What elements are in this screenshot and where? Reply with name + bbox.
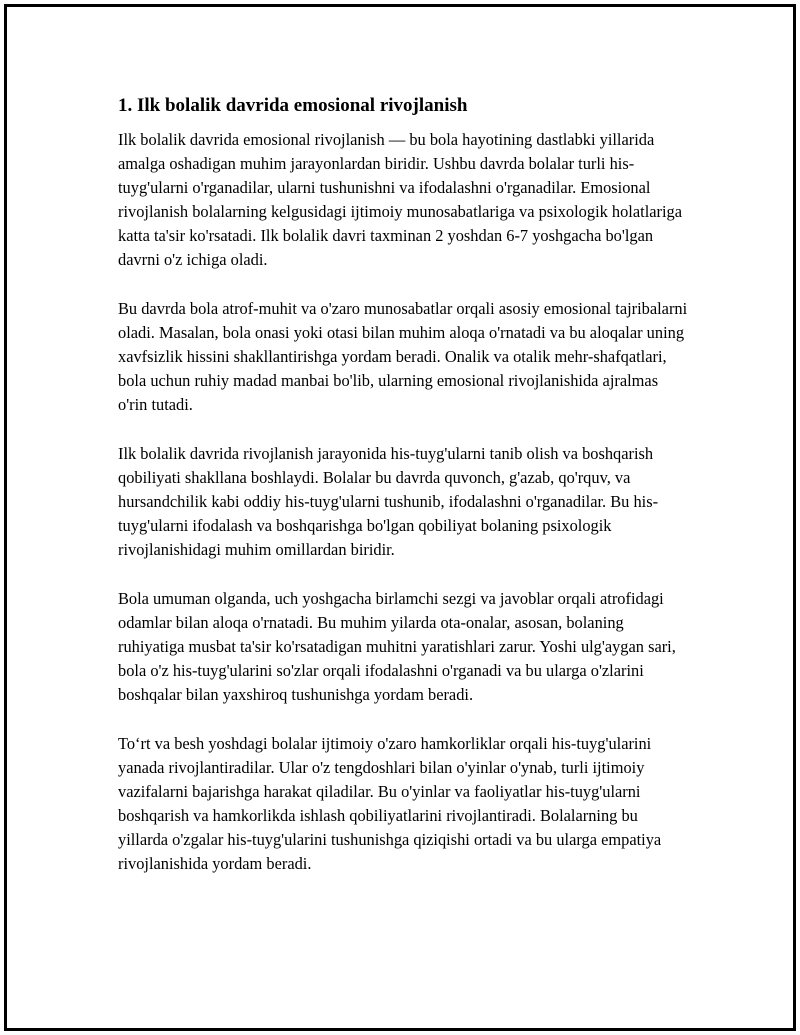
document-body (118, 93, 688, 901)
paragraph-3: Ilk bolalik davrida rivojlanish jarayonida his-tuyg'ularni tanib olish va boshqarish qobiliyati shakllana boshlaydi. Bolalar bu davrda quvonch, g'azab, qo'rquv, va hursandchilik kabi oddiy his-tuyg'ularni tushunib, ifodalashni o'rganadilar. Bu his-tuyg'ularni ifodalash va boshqarishga bo'lgan qobiliyat bolaning psixologik rivojlanishidagi muhim omillardan biridir. (118, 444, 659, 560)
section-heading: 1. Ilk bolalik davrida emosional rivojlanish (118, 95, 468, 116)
paragraph-5: To‘rt va besh yoshdagi bolalar ijtimoiy o'zaro hamkorliklar orqali his-tuyg'ularini yanada rivojlantiradilar. Ular o'z tengdoshlari bilan o'yinlar o'ynab, turli ijtimoiy vazifalarni bajarishga harakat qiladilar. Bu o'yinlar va faoliyatlar his-tuyg'ularni boshqarish va hamkorlikda ishlash qobiliyatlarini rivojlantiradi. Bolalarning bu yillarda o'zgalar his-tuyg'ularini tushunishga qiziqishi ortadi va bu ularga empatiya rivojlanishida yordam beradi. (118, 733, 662, 874)
paragraph-2: Bu davrda bola atrof-muhit va o'zaro munosabatlar orqali asosiy emosional tajribalarni oladi. Masalan, bola onasi yoki otasi bilan muhim aloqa o'rnatadi va bu aloqalar uning xavfsizlik hissini shakllantirishga yordam beradi. Onalik va otalik mehr-shafqatlari, bola uchun ruhiy madad manbai bo'lib, ularning emosional rivojlanishida ajralmas o'rin tutadi. (118, 299, 688, 415)
paragraph-4: Bola umuman olganda, uch yoshgacha birlamchi sezgi va javoblar orqali atrofidagi odamlar bilan aloqa o'rnatadi. Bu muhim yilarda ota-onalar, asosan, bolaning ruhiyatiga musbat ta'sir ko'rsatadigan muhitni yaratishlari zarur. Yoshi ulg'aygan sari, bola o'z his-tuyg'ularini so'zlar orqali ifodalashni o'rganadi va bu ularga o'zlarini boshqalar bilan yaxshiroq tushunishga yordam beradi. (118, 589, 676, 705)
paragraph-1: Ilk bolalik davrida emosional rivojlanish — bu bola hayotining dastlabki yillarida amalga oshadigan muhim jarayonlardan biridir. Ushbu davrda bolalar turli his-tuyg'ularni o'rganadilar, ularni tushunishni va ifodalashni o'rganadilar. Emosional rivojlanish bolalarning kelgusidagi ijtimoiy munosabatlariga va psixologik holatlariga katta ta'sir ko'rsatadi. Ilk bolalik davri taxminan 2 yoshdan 6-7 yoshgacha bo'lgan davrni o'z ichiga oladi. (118, 130, 683, 270)
